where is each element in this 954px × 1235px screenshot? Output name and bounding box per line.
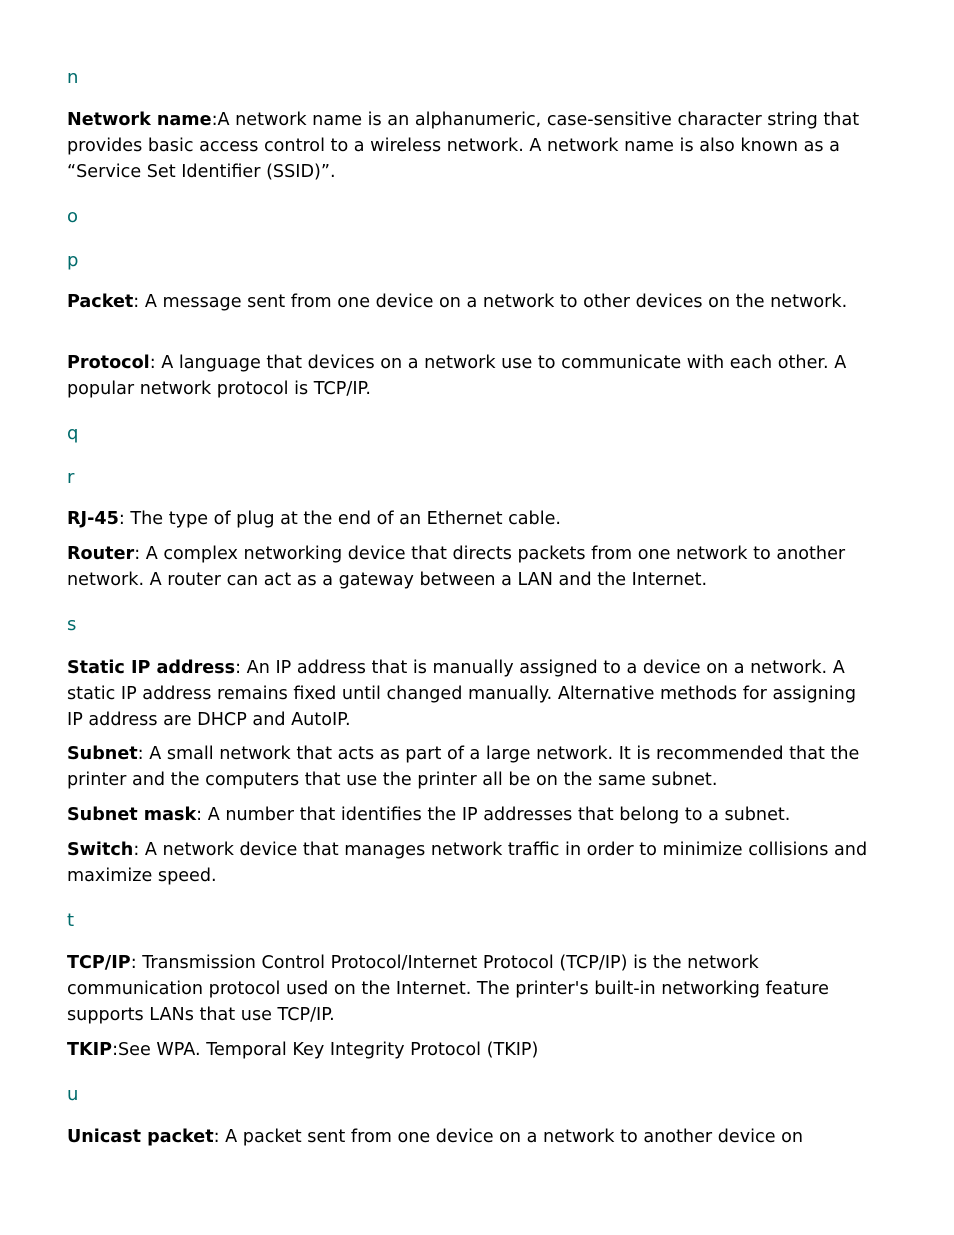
glossary-term: TCP/IP [67,953,131,973]
section-letter-u: u [67,1084,79,1105]
glossary-definition: : A network device that manages network traffic in order to minimize collisions and maximize speed. [67,840,868,886]
glossary-entry-tkip [67,1037,877,1063]
glossary-entry-rj-45 [67,506,877,532]
glossary-entry-router [67,541,877,593]
glossary-term: Network name [67,110,212,130]
glossary-term: Unicast packet [67,1127,214,1147]
glossary-entry-unicast-packet [67,1124,877,1150]
glossary-term: TKIP [67,1040,113,1060]
glossary-term: Switch [67,840,134,860]
section-letter-p: p [67,250,79,271]
glossary-term: Packet [67,292,134,312]
section-letter-t: t [67,910,75,931]
glossary-term: Subnet mask [67,805,197,825]
glossary-entry-subnet-mask [67,802,877,828]
glossary-definition: : Transmission Control Protocol/Internet Protocol (TCP/IP) is the network communication protocol used on the Internet. The printer's built-in networking feature supports LANs that use TCP/IP. [67,953,829,1025]
glossary-entry-network-name [67,107,877,185]
glossary-entry-protocol [67,350,877,402]
glossary-term: Subnet [67,744,138,764]
glossary-entry-switch [67,837,877,889]
section-letter-s: s [67,614,77,635]
glossary-definition: : The type of plug at the end of an Ethernet cable. [118,509,561,529]
glossary-entry-tcp-ip [67,950,877,1028]
glossary-term: RJ-45 [67,509,119,529]
glossary-definition: :See WPA. Temporal Key Integrity Protocol (TKIP) [112,1040,539,1060]
glossary-definition: : An IP address that is manually assigned to a device on a network. A static IP address remains fixed until changed manually. Alternative methods for assigning IP address are DHCP and AutoIP. [67,658,857,730]
section-letter-o: o [67,206,79,227]
glossary-term: Router [67,544,135,564]
glossary-entry-packet [67,289,877,315]
glossary-entry-subnet [67,741,877,793]
glossary-term: Static IP address [67,658,236,678]
glossary-definition: : A number that identifies the IP addresses that belong to a subnet. [196,805,791,825]
section-letter-q: q [67,423,79,444]
section-letter-n: n [67,67,79,88]
glossary-term: Protocol [67,353,150,373]
glossary-definition: : A small network that acts as part of a large network. It is recommended that the printer and the computers that use the printer all be on the same subnet. [67,744,860,790]
glossary-entry-static-ip-address [67,655,877,733]
glossary-definition: : A language that devices on a network use to communicate with each other. A popular network protocol is TCP/IP. [67,353,847,399]
glossary-definition: : A complex networking device that directs packets from one network to another network. A router can act as a gateway between a LAN and the Internet. [67,544,846,590]
glossary-definition: : A packet sent from one device on a network to another device on [213,1127,804,1147]
glossary-definition: : A message sent from one device on a network to other devices on the network. [133,292,848,312]
glossary-definition: :A network name is an alphanumeric, case-sensitive character string that provides basic access control to a wireless network. A network name is also known as a “Service Set Identifier (SSID)”. [67,110,860,182]
section-letter-r: r [67,467,75,488]
